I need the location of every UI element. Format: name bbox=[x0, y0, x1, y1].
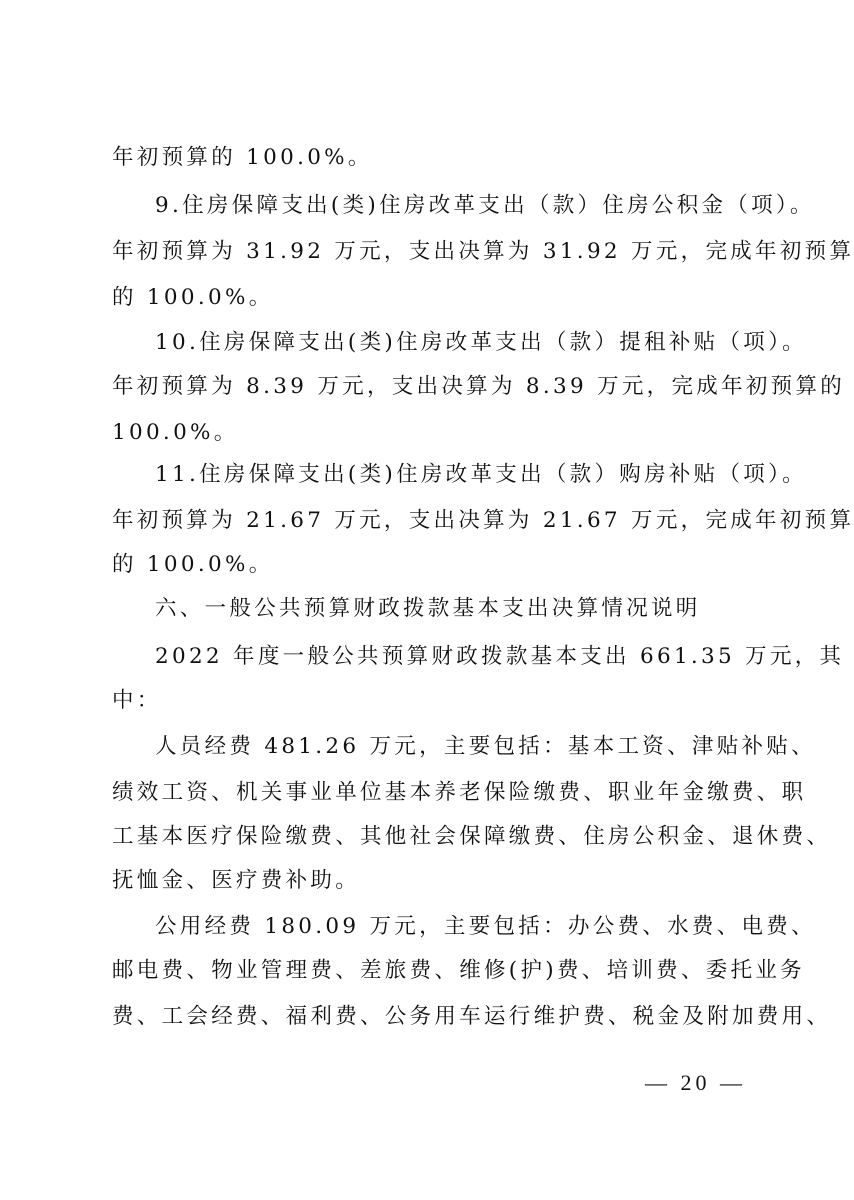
text-line: 费、工会经费、福利费、公务用车运行维护费、税金及附加费用、 bbox=[112, 1004, 832, 1029]
text-line: 中： bbox=[112, 688, 162, 713]
text-line: 人员经费 481.26 万元，主要包括：基本工资、津贴补贴、 bbox=[155, 734, 816, 759]
section-heading: 六、一般公共预算财政拨款基本支出决算情况说明 bbox=[155, 596, 701, 621]
text-line: 抚恤金、医疗费补助。 bbox=[112, 868, 361, 893]
text-line: 年初预算为 21.67 万元，支出决算为 21.67 万元，完成年初预算 bbox=[112, 508, 854, 533]
text-line: 9.住房保障支出(类)住房改革支出（款）住房公积金（项）。 bbox=[155, 193, 815, 218]
text-line: 公用经费 180.09 万元，主要包括：办公费、水费、电费、 bbox=[155, 914, 816, 939]
text-line: 的 100.0%。 bbox=[112, 285, 274, 310]
text-line: 工基本医疗保险缴费、其他社会保障缴费、住房公积金、退休费、 bbox=[112, 824, 832, 849]
text-line: 绩效工资、机关事业单位基本养老保险缴费、职业年金缴费、职 bbox=[112, 780, 807, 805]
text-line: 邮电费、物业管理费、差旅费、维修(护)费、培训费、委托业务 bbox=[112, 958, 805, 983]
text-line: 10.住房保障支出(类)住房改革支出（款）提租补贴（项）。 bbox=[155, 330, 807, 355]
text-line: 100.0%。 bbox=[112, 420, 239, 445]
text-line: 年初预算为 31.92 万元，支出决算为 31.92 万元，完成年初预算 bbox=[112, 239, 854, 264]
text-line: 的 100.0%。 bbox=[112, 552, 274, 577]
text-line: 年初预算为 8.39 万元，支出决算为 8.39 万元，完成年初预算的 bbox=[112, 374, 846, 399]
text-line: 2022 年度一般公共预算财政拨款基本支出 661.35 万元，其 bbox=[155, 644, 845, 669]
text-line: 11.住房保障支出(类)住房改革支出（款）购房补贴（项）。 bbox=[155, 462, 807, 487]
text-line: 年初预算的 100.0%。 bbox=[112, 145, 373, 170]
page-number: — 20 — bbox=[645, 1070, 746, 1095]
